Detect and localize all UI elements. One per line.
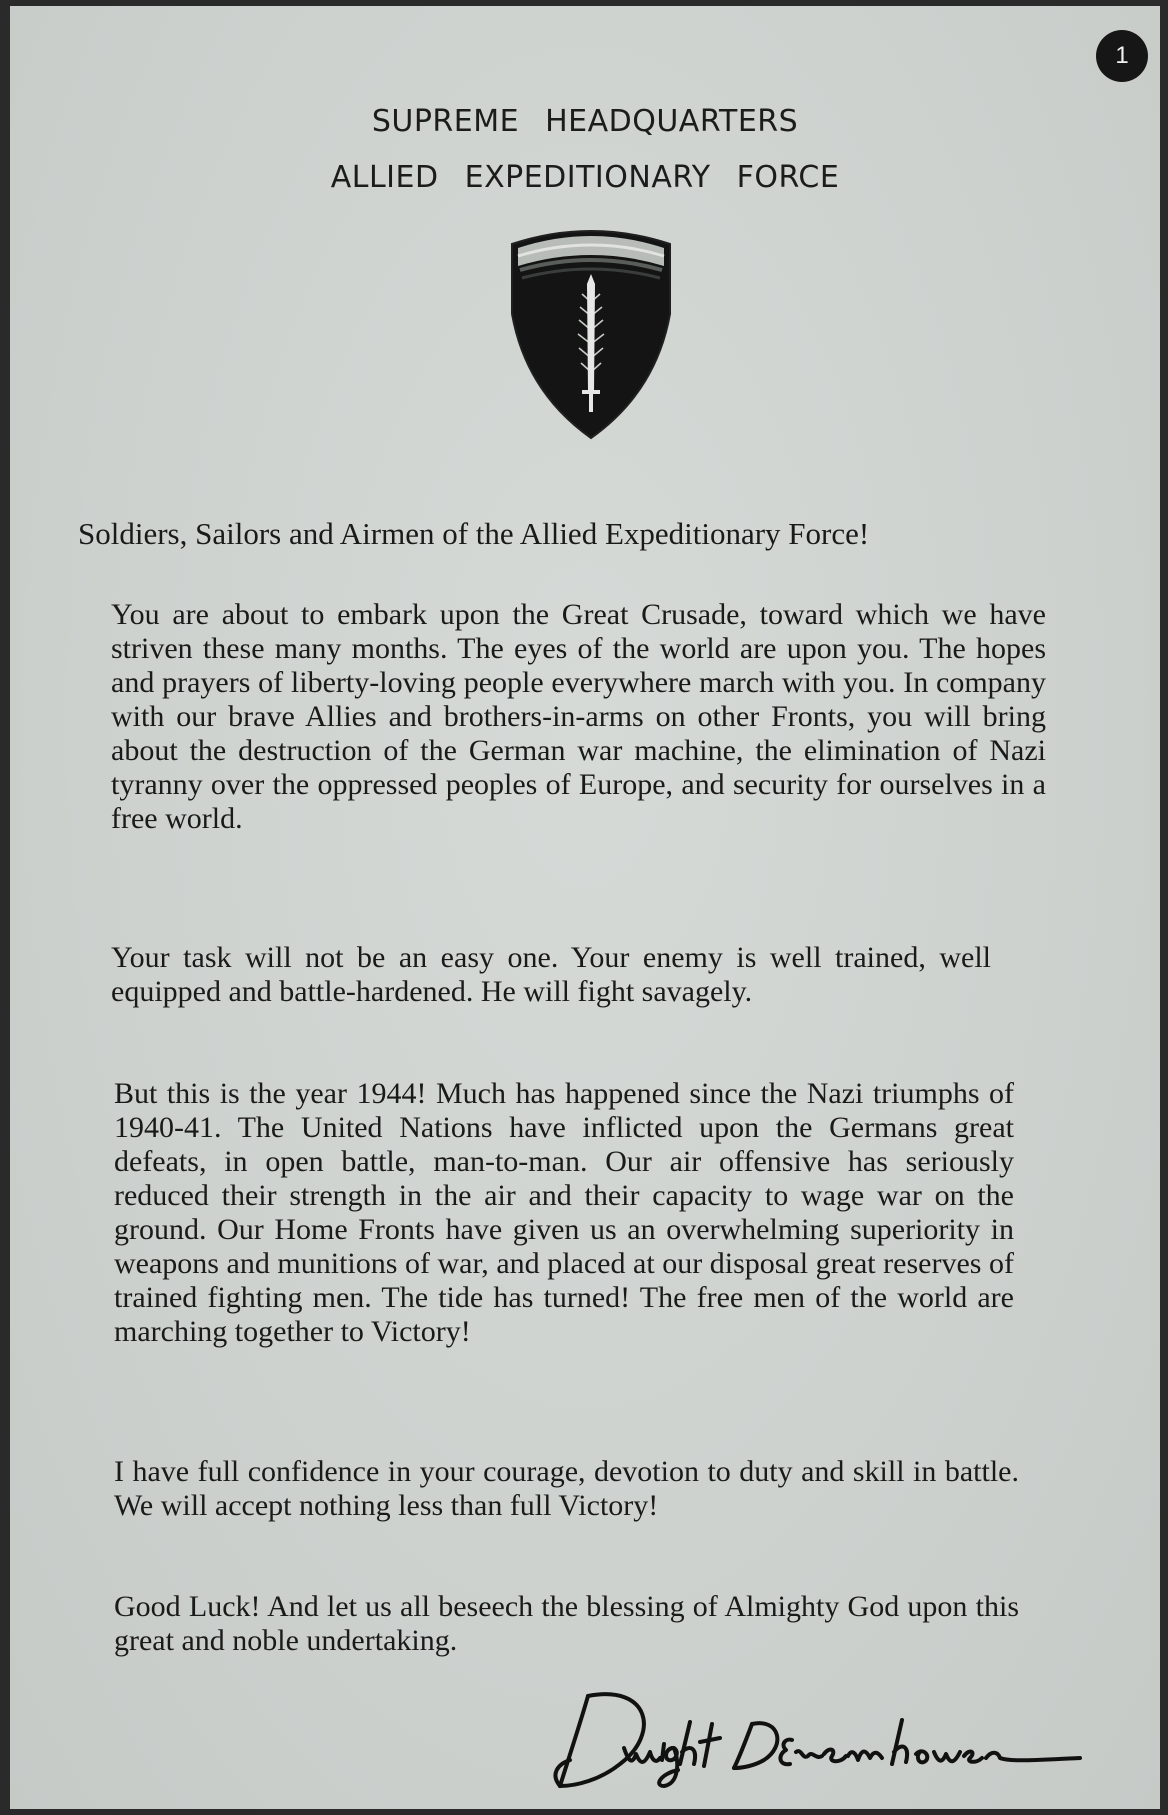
paragraph-1: You are about to embark upon the Great Crusade, toward which we have striven these many months. The eyes of the world are upon you. The hopes and prayers of liberty-loving people everywhere march with you. In company with our brave Allies and brothers-in-arms on other Fronts, you will bring about the destruction of the German war machine, the elimination of Nazi tyranny over the oppressed peoples of Europe, and security for ourselves in a free world. [111, 598, 1046, 835]
paragraph-4: I have full confidence in your courage, devotion to duty and skill in battle. We will accept nothing less than full Victory! [114, 1455, 1019, 1522]
paragraph-2: Your task will not be an easy one. Your enemy is well trained, well equipped and battle-hardened. He will fight savagely. [111, 941, 991, 1008]
header-line-1: SUPREME HEADQUARTERS [371, 104, 799, 139]
salutation: Soldiers, Sailors and Airmen of the Allied Expeditionary Force! [78, 516, 870, 551]
page-number-badge: 1 [1096, 30, 1148, 82]
paragraph-3: But this is the year 1944! Much has happened since the Nazi triumphs of 1940-41. The United Nations have inflicted upon the Germans great defeats, in open battle, man-to-man. Our air offensive has seriously reduced their strength in the air and their capacity to wage war on the ground. Our Home Fronts have given us an overwhelming superiority in weapons and munitions of war, and placed at our disposal great reserves of trained fighting men. The tide has turned! The free men of the world are marching together to Victory! [114, 1077, 1014, 1348]
signature [540, 1674, 1120, 1794]
shaef-shield-icon [506, 222, 676, 442]
header-line-2: ALLIED EXPEDITIONARY FORCE [330, 160, 840, 195]
document-page [10, 6, 1160, 1809]
paragraph-5: Good Luck! And let us all beseech the blessing of Almighty God upon this great and noble undertaking. [114, 1590, 1019, 1657]
